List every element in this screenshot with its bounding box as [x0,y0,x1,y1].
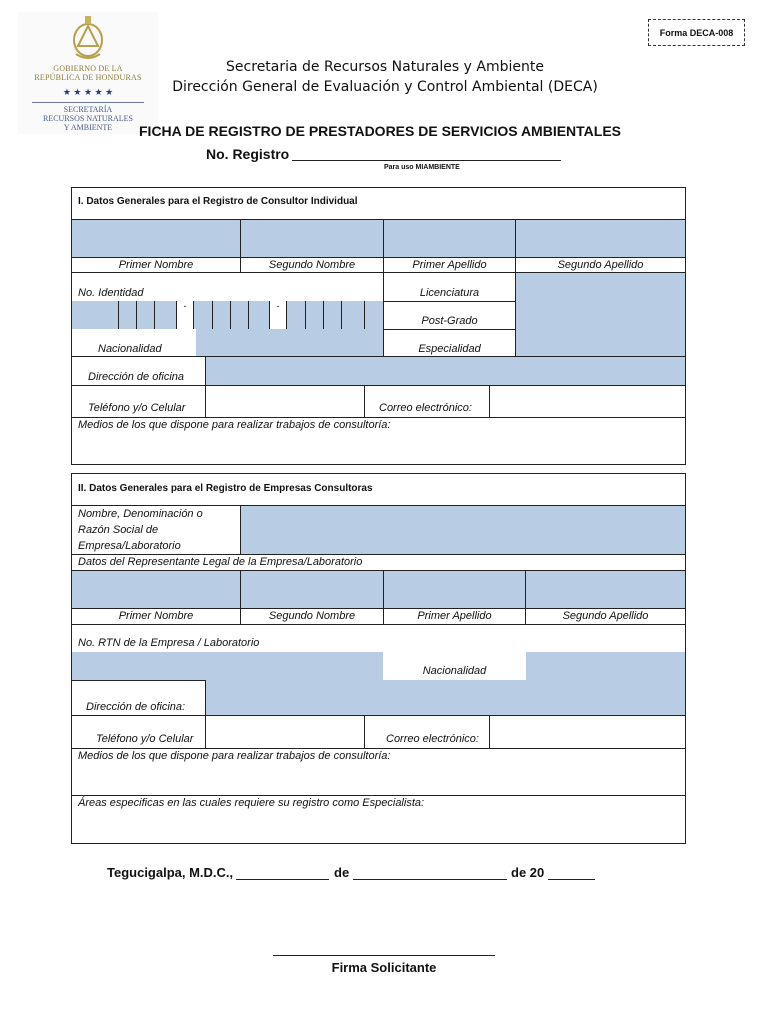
primer-nombre-input[interactable] [72,220,240,257]
empresa-telefono-label: Teléfono y/o Celular [96,733,194,745]
logo-line-1: GOBIERNO DE LA [53,64,123,73]
signature-label: Firma Solicitante [331,960,437,975]
divider [71,417,686,418]
empresa-medios-label: Medios de los que dispone para realizar trabajos de consultoría: [78,750,391,762]
day-line[interactable] [236,879,329,880]
logo-sub-1: SECRETARÍA [63,105,113,114]
nacionalidad-input[interactable] [196,329,383,356]
medios-input[interactable] [72,432,685,464]
empresa-direccion-label: Dirección de oficina: [86,701,186,713]
telefono-input[interactable] [206,386,364,416]
form-code-box [648,19,745,46]
id-dash: - [269,301,287,329]
rtn-label: No. RTN de la Empresa / Laboratorio [78,637,260,649]
empresa-label-3: Empresa/Laboratorio [78,540,181,552]
divider [383,329,515,330]
segundo-nombre-label: Segundo Nombre [268,259,356,271]
rep-nacionalidad-input[interactable] [526,652,685,680]
divider [383,301,515,302]
empresa-correo-input[interactable] [490,716,685,747]
empresa-direccion-input[interactable] [206,680,685,715]
rep-primer-apellido-input[interactable] [384,571,525,608]
id-dash: - [176,301,194,329]
primer-apellido-label: Primer Apellido [412,259,487,271]
agency-name: Secretaria de Recursos Naturales y Ambiente [226,59,544,75]
digit-separator [212,301,213,329]
areas-label: Áreas especificas en las cuales requiere su registro como Especialista: [78,797,425,809]
direccion-input[interactable] [206,357,685,385]
form-code: Forma DECA-008 [659,27,734,38]
postgrado-label: Post-Grado [421,315,478,327]
estudios-input[interactable] [516,273,685,356]
signature-line[interactable] [273,955,495,956]
digit-separator [305,301,306,329]
correo-label: Correo electrónico: [379,402,472,414]
divider [71,608,686,609]
empresa-label-1: Nombre, Denominación o [78,508,203,520]
digit-separator [118,301,119,329]
month-line[interactable] [353,879,507,880]
stars-icon: ★ ★ ★ ★ ★ [62,87,114,97]
logo-sub-2: RECURSOS NATURALES [42,114,133,123]
primer-nombre-label: Primer Nombre [118,259,194,271]
medios-label: Medios de los que dispone para realizar trabajos de consultoría: [78,419,391,431]
primer-apellido-input[interactable] [384,220,515,257]
licenciatura-label: Licenciatura [419,287,480,299]
empresa-telefono-input[interactable] [206,716,364,747]
rtn-input[interactable] [72,652,383,680]
empresa-label-2: Razón Social de [78,524,159,536]
logo-divider [32,102,144,103]
section-2-title: II. Datos Generales para el Registro de Empresas Consultoras [78,483,373,494]
identidad-input[interactable] [72,301,383,329]
rep-segundo-nombre-input[interactable] [241,571,383,608]
divider [205,680,206,715]
especialidad-label: Especialidad [418,343,481,355]
digit-separator [136,301,137,329]
digit-separator [248,301,249,329]
rep-primer-apellido-label: Primer Apellido [417,610,492,622]
divider [71,624,686,625]
rep-segundo-nombre-label: Segundo Nombre [268,610,356,622]
government-logo [18,12,158,134]
empresa-correo-label: Correo electrónico: [386,733,479,745]
divider [71,795,686,796]
logo-sub-3: Y AMBIENTE [63,123,113,132]
divider [364,385,365,417]
digit-separator [323,301,324,329]
rep-segundo-apellido-input[interactable] [526,571,685,608]
empresa-medios-input[interactable] [72,763,685,795]
digit-separator [154,301,155,329]
divider [71,554,686,555]
year-line[interactable] [548,879,595,880]
logo-line-2: REPÚBLICA DE HONDURAS [34,73,142,82]
place-label: Tegucigalpa, M.D.C., [107,865,234,880]
correo-input[interactable] [490,386,685,416]
divider [364,715,365,748]
divider [71,748,686,749]
de-label-2: de 20 [511,865,545,880]
areas-input[interactable] [72,811,685,843]
digit-separator [364,301,365,329]
registro-note: Para uso MIAMBIENTE [384,164,460,171]
divider [71,680,206,681]
digit-separator [341,301,342,329]
segundo-nombre-input[interactable] [241,220,383,257]
nacionalidad-label: Nacionalidad [98,343,162,355]
form-title: FICHA DE REGISTRO DE PRESTADORES DE SERVICIOS AMBIENTALES [139,123,622,139]
representante-label: Datos del Representante Legal de la Empresa/Laboratorio [78,556,363,568]
empresa-nombre-input[interactable] [241,506,685,554]
registro-label: No. Registro [206,146,290,162]
direccion-label: Dirección de oficina [88,371,184,383]
segundo-apellido-label: Segundo Apellido [557,259,644,271]
coat-of-arms-icon [68,14,108,62]
rep-segundo-apellido-label: Segundo Apellido [562,610,649,622]
telefono-label: Teléfono y/o Celular [88,402,186,414]
section-1-title: I. Datos Generales para el Registro de Consultor Individual [78,196,358,207]
rep-primer-nombre-label: Primer Nombre [118,610,194,622]
digit-separator [230,301,231,329]
de-label-1: de [334,865,350,880]
identidad-label: No. Identidad [78,287,144,299]
rep-primer-nombre-input[interactable] [72,571,240,608]
rep-nacionalidad-label: Nacionalidad [422,665,487,677]
registro-line[interactable] [292,160,561,161]
segundo-apellido-input[interactable] [516,220,685,257]
divider [71,257,686,258]
directorate-name: Dirección General de Evaluación y Control Ambiental (DECA) [172,79,598,95]
